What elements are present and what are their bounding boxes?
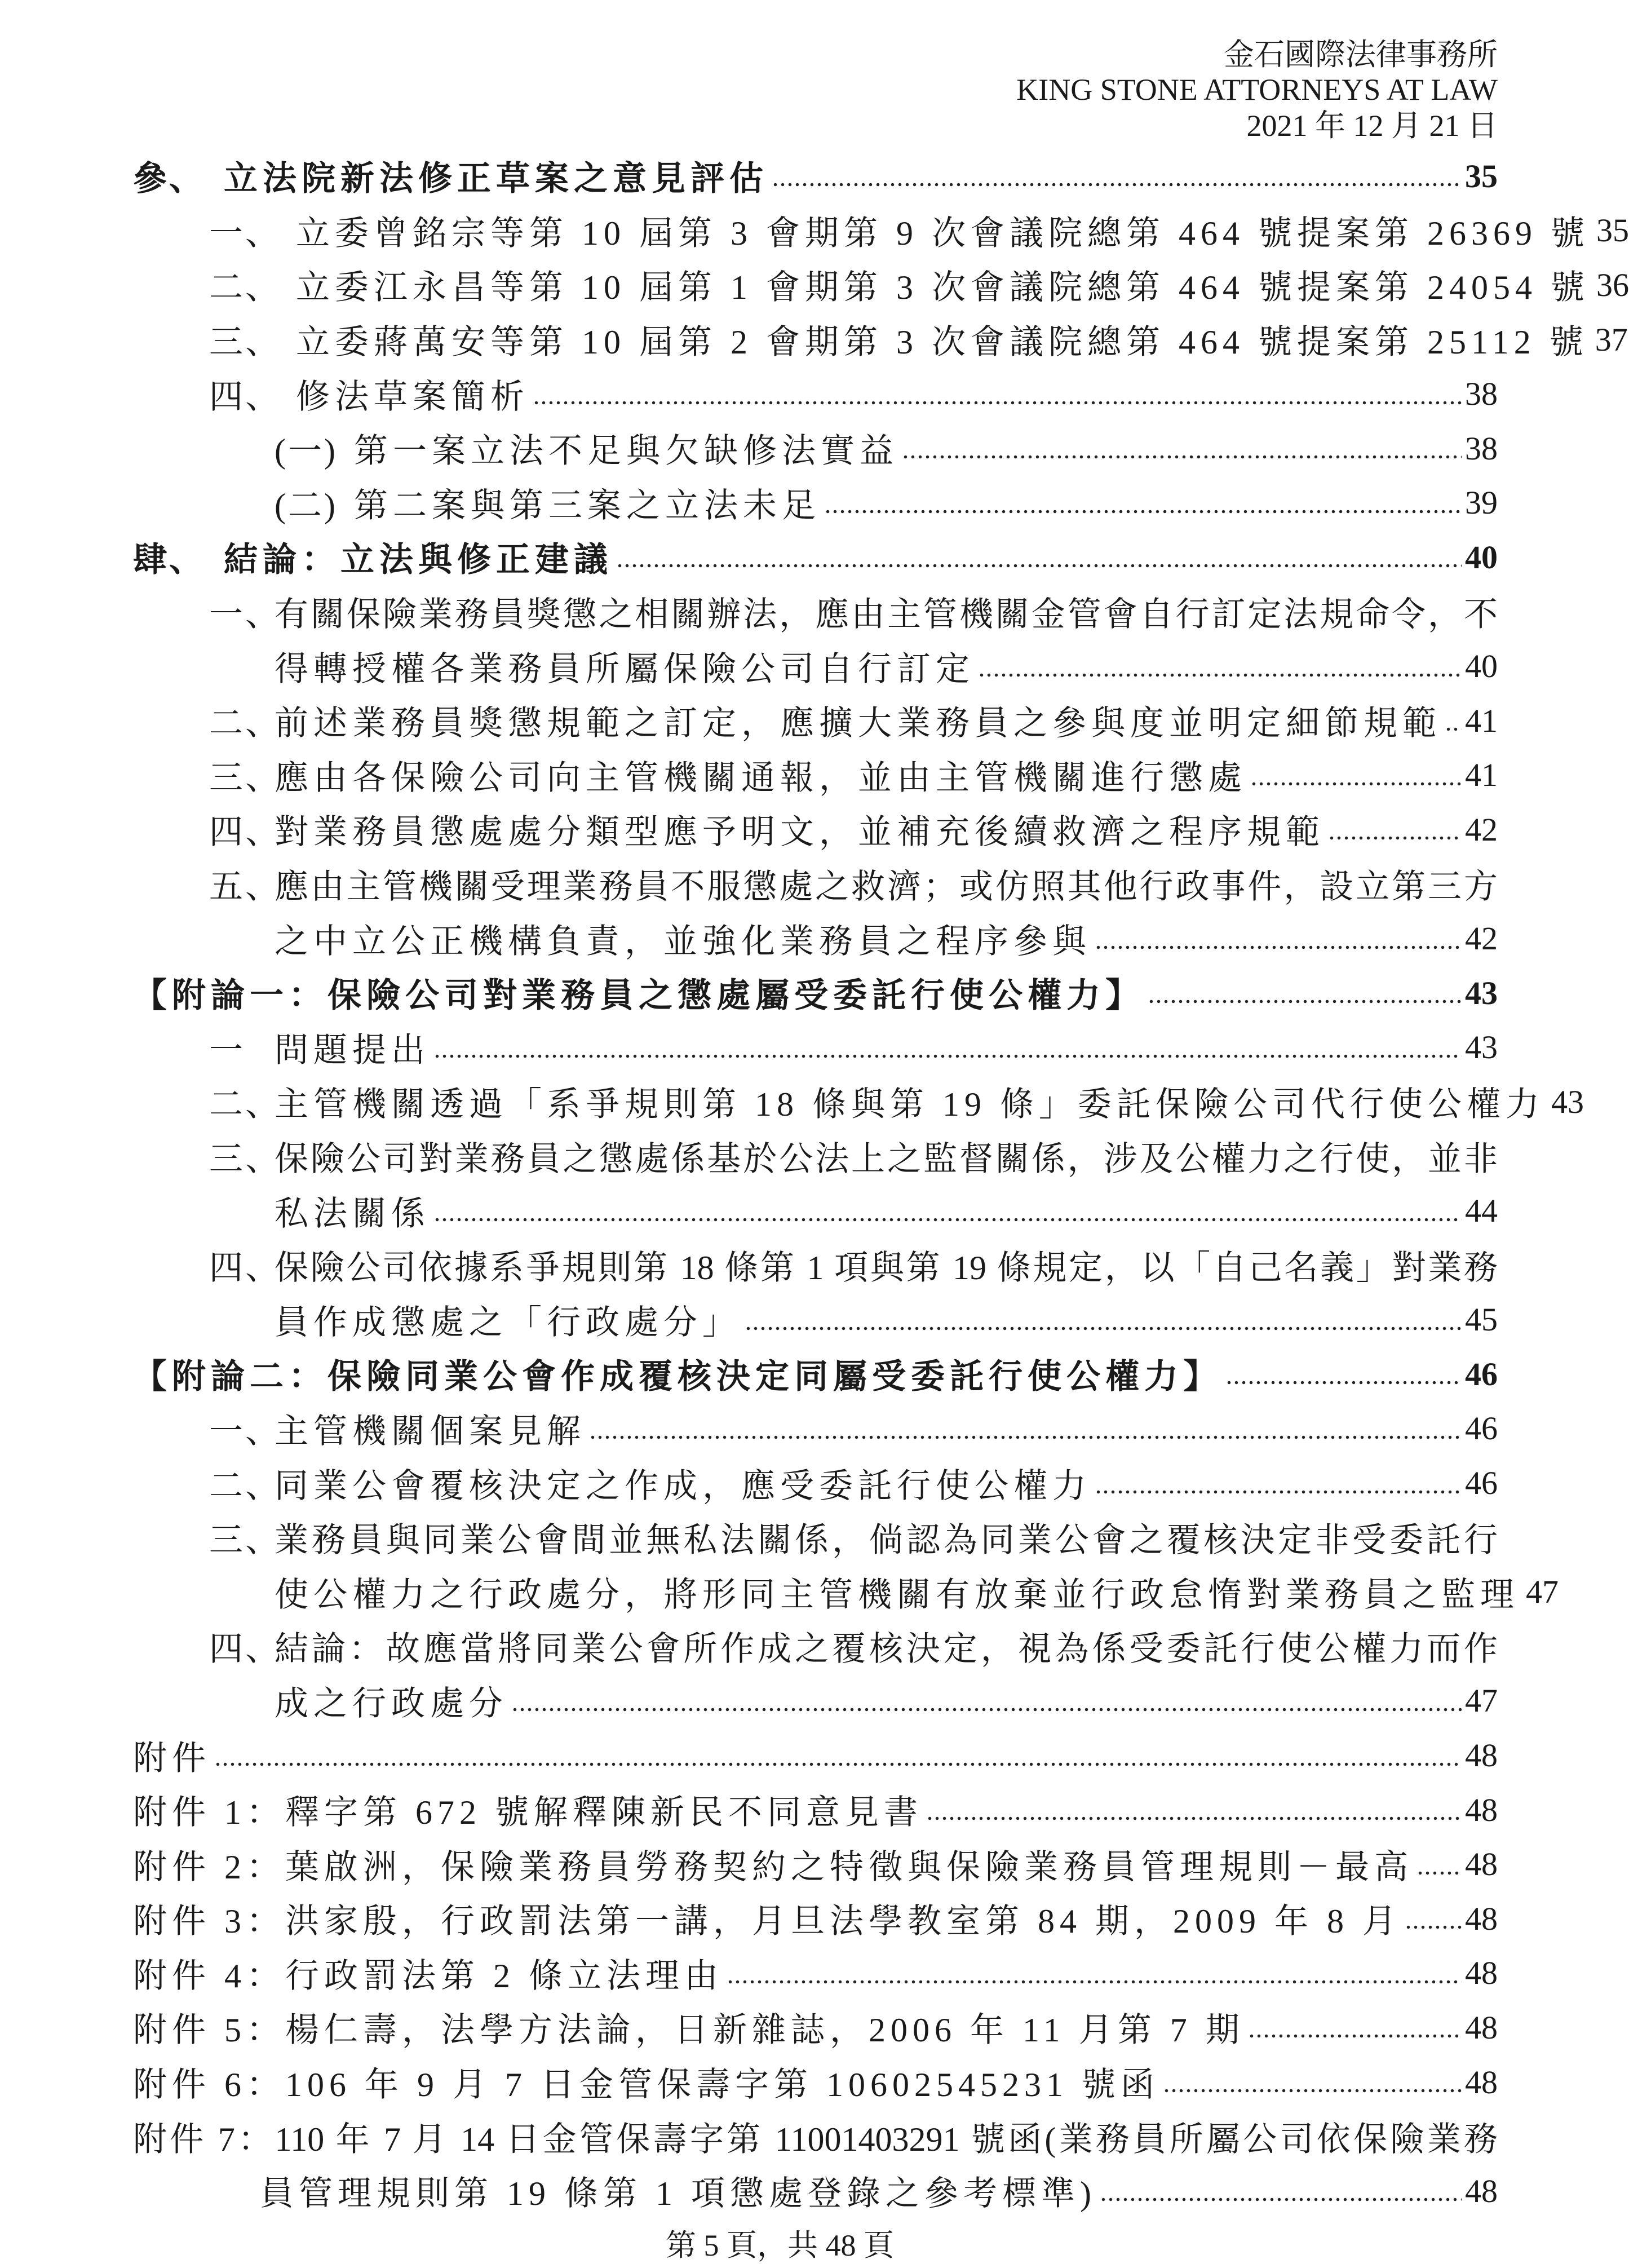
dot-leader <box>1148 976 1462 1010</box>
toc-entry-title: 附件 3：洪家殷，行政罰法第一講，月旦法學教室第 84 期，2009 年 8 月 <box>133 1903 1401 1940</box>
toc-entry[interactable] <box>133 1292 1498 1347</box>
toc-entry-title: 【附論二：保險同業公會作成覆核決定同屬受委託行使公權力】 <box>133 1358 1222 1396</box>
toc-entry-page: 48 <box>1465 1737 1498 1774</box>
dot-leader <box>1250 758 1462 792</box>
toc-entry-page: 42 <box>1465 920 1498 957</box>
toc-entry-page: 44 <box>1465 1192 1498 1230</box>
toc-entry[interactable] <box>133 1075 1584 1129</box>
dot-leader <box>433 1031 1462 1064</box>
toc-entry-page: 48 <box>1465 2172 1498 2209</box>
toc-entry-page: 48 <box>1465 2009 1498 2046</box>
toc-entry-title: 附件 5：楊仁壽，法學方法論，日新雜誌，2006 年 11 月第 7 期 <box>133 2011 1245 2049</box>
toc-entry-number: 一、 <box>209 214 281 252</box>
toc-entry-number: 四、 <box>209 1630 281 1668</box>
toc-entry-number: 一 <box>209 1031 245 1069</box>
toc-entry-page: 46 <box>1465 1410 1498 1447</box>
toc-entry-page: 39 <box>1465 484 1498 521</box>
toc-entry-number: 三、 <box>209 759 281 797</box>
toc-entry-title: 問題提出 <box>275 1031 430 1069</box>
toc-entry-title: 應由主管機關受理業務員不服懲處之救濟；或仿照其他行政事件，設立第三方 <box>275 868 1498 906</box>
toc-entry-title: 立委曾銘宗等第 10 屆第 3 會期第 9 次會議院總第 464 號提案第 26369 號 <box>296 214 1590 252</box>
toc-entry-page: 47 <box>1526 1573 1559 1611</box>
toc-entry-title: 附件 7：110 年 7 月 14 日金管保壽字第 11001403291 號函(業務員所屬公司依保險業務 <box>133 2120 1498 2158</box>
dot-leader <box>1405 1902 1462 1935</box>
dot-leader <box>214 1739 1462 1772</box>
toc-entry[interactable] <box>133 1402 1498 1456</box>
toc-entry-number: 四、 <box>209 378 281 415</box>
toc-entry-number: 肆、 <box>133 541 205 579</box>
toc-entry-page: 45 <box>1465 1301 1498 1338</box>
toc-entry-number: 二、 <box>209 269 281 307</box>
dot-leader <box>1328 812 1462 846</box>
toc-entry-number: 一、 <box>209 1412 281 1450</box>
dot-leader <box>533 377 1462 411</box>
toc-entry[interactable] <box>133 1783 1498 1837</box>
toc-entry[interactable] <box>133 693 1498 748</box>
toc-entry-number: 五、 <box>209 868 281 906</box>
toc-entry-title: 立委江永昌等第 10 屆第 1 會期第 3 次會議院總第 464 號提案第 24054 號 <box>296 269 1590 307</box>
dot-leader <box>1095 1466 1462 1500</box>
toc-entry-page: 48 <box>1465 1955 1498 1992</box>
toc-entry[interactable] <box>133 2164 1498 2218</box>
toc-entry-number: 三、 <box>209 1140 281 1178</box>
toc-entry[interactable] <box>133 1347 1498 1402</box>
toc-entry[interactable] <box>133 1129 1498 1184</box>
toc-entry-title: 主管機關個案見解 <box>275 1412 586 1450</box>
toc-entry-title: 應由各保險公司向主管機關通報，並由主管機關進行懲處 <box>275 759 1247 797</box>
firm-name-en: KING STONE ATTORNEYS AT LAW <box>1016 73 1498 107</box>
toc-entry[interactable] <box>133 585 1498 639</box>
toc-entry[interactable] <box>133 1238 1498 1293</box>
toc-entry-page: 43 <box>1551 1083 1584 1120</box>
toc-entry-number: 三、 <box>209 1522 281 1559</box>
toc-entry-title: 主管機關透過「系爭規則第 18 條與第 19 條」委託保險公司代行使公權力 <box>275 1086 1544 1124</box>
toc-entry-page: 35 <box>1465 157 1498 194</box>
toc-entry-page: 41 <box>1465 757 1498 794</box>
toc-entry[interactable] <box>133 857 1498 912</box>
toc-entry[interactable] <box>133 2055 1498 2110</box>
toc-entry-page: 48 <box>1465 1900 1498 1937</box>
toc-entry[interactable] <box>133 1837 1498 1891</box>
toc-entry-page: 46 <box>1465 1355 1498 1392</box>
dot-leader <box>1445 704 1462 737</box>
toc-entry-number: 參、 <box>133 160 205 198</box>
toc-entry-title: 前述業務員獎懲規範之訂定，應擴大業務員之參與度並明定細節規範 <box>275 705 1441 742</box>
toc-entry-page: 47 <box>1465 1682 1498 1719</box>
document-date: 2021 年 12 月 21 日 <box>1246 109 1498 143</box>
toc-entry-number: 一、 <box>209 596 281 634</box>
page-number: 第 5 頁，共 48 頁 <box>666 2229 894 2262</box>
toc-entry-title: 私法關係 <box>275 1195 430 1232</box>
toc-entry[interactable] <box>133 802 1498 857</box>
toc-entry-page: 38 <box>1465 430 1498 467</box>
toc-entry[interactable] <box>133 1456 1498 1510</box>
toc-entry-page: 43 <box>1465 974 1498 1011</box>
toc-entry-title: 同業公會覆核決定之作成，應受委託行使公權力 <box>275 1467 1091 1505</box>
toc-entry[interactable] <box>133 1728 1498 1783</box>
toc-entry-page: 48 <box>1465 2063 1498 2101</box>
toc-entry[interactable] <box>133 204 1629 258</box>
toc-entry[interactable] <box>133 2109 1498 2164</box>
toc-entry-title: 立法院新法修正草案之意見評估 <box>224 160 768 198</box>
toc-entry-number: 三、 <box>209 324 281 361</box>
toc-entry-number: 二、 <box>209 1086 281 1124</box>
firm-name-zh: 金石國際法律事務所 <box>1224 38 1498 72</box>
toc-entry-title: 第二案與第三案之立法未足 <box>354 487 821 524</box>
toc-entry[interactable] <box>133 911 1498 966</box>
toc-entry-title: 附件 2：葉啟洲，保險業務員勞務契約之特徵與保險業務員管理規則－最高 <box>133 1848 1413 1886</box>
dot-leader <box>1095 922 1462 956</box>
dot-leader <box>926 1793 1462 1827</box>
toc-entry-page: 48 <box>1465 1791 1498 1828</box>
toc-entry-number: 二、 <box>209 1467 281 1505</box>
toc-entry-page: 46 <box>1465 1465 1498 1502</box>
table-of-contents <box>133 149 1629 2218</box>
toc-entry[interactable] <box>133 1891 1498 1946</box>
toc-entry[interactable] <box>133 1946 1498 2001</box>
toc-entry[interactable] <box>133 530 1498 585</box>
toc-entry-page: 38 <box>1465 375 1498 413</box>
toc-entry-title: 業務員與同業公會間並無私法關係，倘認為同業公會之覆核決定非受委託行 <box>275 1522 1498 1559</box>
toc-entry-title: 立委蔣萬安等第 10 屆第 2 會期第 3 次會議院總第 464 號提案第 25112 號 <box>296 324 1588 361</box>
dot-leader <box>616 540 1462 574</box>
toc-entry[interactable] <box>133 748 1498 803</box>
toc-entry[interactable] <box>133 1564 1559 1619</box>
toc-entry-title: 成之行政處分 <box>275 1685 508 1722</box>
toc-entry-title: 結論：立法與修正建議 <box>224 541 613 579</box>
toc-entry-number: (一) <box>275 432 338 470</box>
toc-entry-number: 四、 <box>209 814 281 851</box>
toc-entry-page: 42 <box>1465 811 1498 848</box>
dot-leader <box>511 1684 1462 1718</box>
toc-entry-page: 43 <box>1465 1029 1498 1066</box>
toc-entry[interactable] <box>133 639 1498 693</box>
toc-entry-page: 37 <box>1595 321 1628 358</box>
toc-entry[interactable] <box>133 1619 1498 1674</box>
toc-entry-title: 員作成懲處之「行政處分」 <box>275 1303 741 1341</box>
toc-entry[interactable] <box>133 421 1498 476</box>
dot-leader <box>978 649 1462 683</box>
dot-leader <box>824 486 1462 520</box>
toc-entry-page: 40 <box>1465 538 1498 576</box>
toc-entry-page: 48 <box>1465 1846 1498 1883</box>
toc-entry-number: 二、 <box>209 705 281 742</box>
toc-entry-title: 【附論一：保險公司對業務員之懲處屬受委託行使公權力】 <box>133 977 1144 1015</box>
toc-entry[interactable] <box>133 2000 1498 2055</box>
toc-entry[interactable] <box>133 1510 1498 1565</box>
toc-entry-title: 結論：故應當將同業公會所作成之覆核決定，視為係受委託行使公權力而作 <box>275 1630 1498 1668</box>
toc-entry[interactable] <box>133 1183 1498 1238</box>
toc-entry-title: 保險公司對業務員之懲處係基於公法上之監督關係，涉及公權力之行使，並非 <box>275 1140 1498 1178</box>
toc-entry-title: 附件 1：釋字第 672 號解釋陳新民不同意見書 <box>133 1794 923 1832</box>
dot-leader <box>772 159 1462 193</box>
dot-leader <box>1100 2174 1462 2208</box>
toc-entry-title: 得轉授權各業務員所屬保險公司自行訂定 <box>275 650 975 688</box>
toc-entry-title: 附件 4：行政罰法第 2 條立法理由 <box>133 1957 723 1995</box>
dot-leader <box>902 431 1462 465</box>
dot-leader <box>727 1956 1462 1990</box>
toc-entry-title: 對業務員懲處處分類型應予明文，並補充後續救濟之程序規範 <box>275 814 1325 851</box>
toc-entry-page: 35 <box>1596 212 1629 249</box>
toc-entry-title: 附件 6：106 年 9 月 7 日金管保壽字第 10602545231 號函 <box>133 2066 1159 2104</box>
toc-entry-title: 保險公司依據系爭規則第 18 條第 1 項與第 19 條規定，以「自己名義」對業務 <box>275 1249 1498 1287</box>
toc-entry-title: 附件 <box>133 1739 211 1777</box>
toc-entry-title: 之中立公正機構負責，並強化業務員之程序參與 <box>275 922 1091 960</box>
toc-entry-page: 41 <box>1465 702 1498 739</box>
dot-leader <box>589 1412 1462 1445</box>
toc-entry[interactable] <box>133 476 1498 530</box>
toc-entry-number: 四、 <box>209 1249 281 1287</box>
dot-leader <box>1225 1357 1462 1391</box>
toc-entry[interactable] <box>133 366 1498 421</box>
dot-leader <box>1416 1847 1462 1881</box>
toc-entry-title: 員管理規則第 19 條第 1 項懲處登錄之參考標準) <box>260 2175 1096 2213</box>
toc-entry-title: 修法草案簡析 <box>296 378 529 415</box>
dot-leader <box>1163 2065 1462 2099</box>
toc-entry[interactable] <box>133 966 1498 1020</box>
dot-leader <box>1248 2010 1462 2044</box>
toc-entry-number: (二) <box>275 487 338 524</box>
dot-leader <box>745 1303 1462 1337</box>
toc-entry-page: 40 <box>1465 648 1498 685</box>
toc-entry-page: 36 <box>1596 266 1629 303</box>
toc-entry[interactable] <box>133 1020 1498 1075</box>
toc-entry-title: 第一案立法不足與欠缺修法實益 <box>354 432 898 470</box>
toc-entry[interactable] <box>133 258 1629 312</box>
toc-entry[interactable] <box>133 312 1628 367</box>
dot-leader <box>433 1194 1462 1228</box>
toc-entry-title: 使公權力之行政處分，將形同主管機關有放棄並行政怠惰對業務員之監理 <box>275 1576 1519 1613</box>
toc-entry-title: 有關保險業務員獎懲之相關辦法，應由主管機關金管會自行訂定法規命令，不 <box>275 596 1498 634</box>
toc-entry[interactable] <box>133 149 1498 204</box>
toc-entry[interactable] <box>133 1674 1498 1728</box>
